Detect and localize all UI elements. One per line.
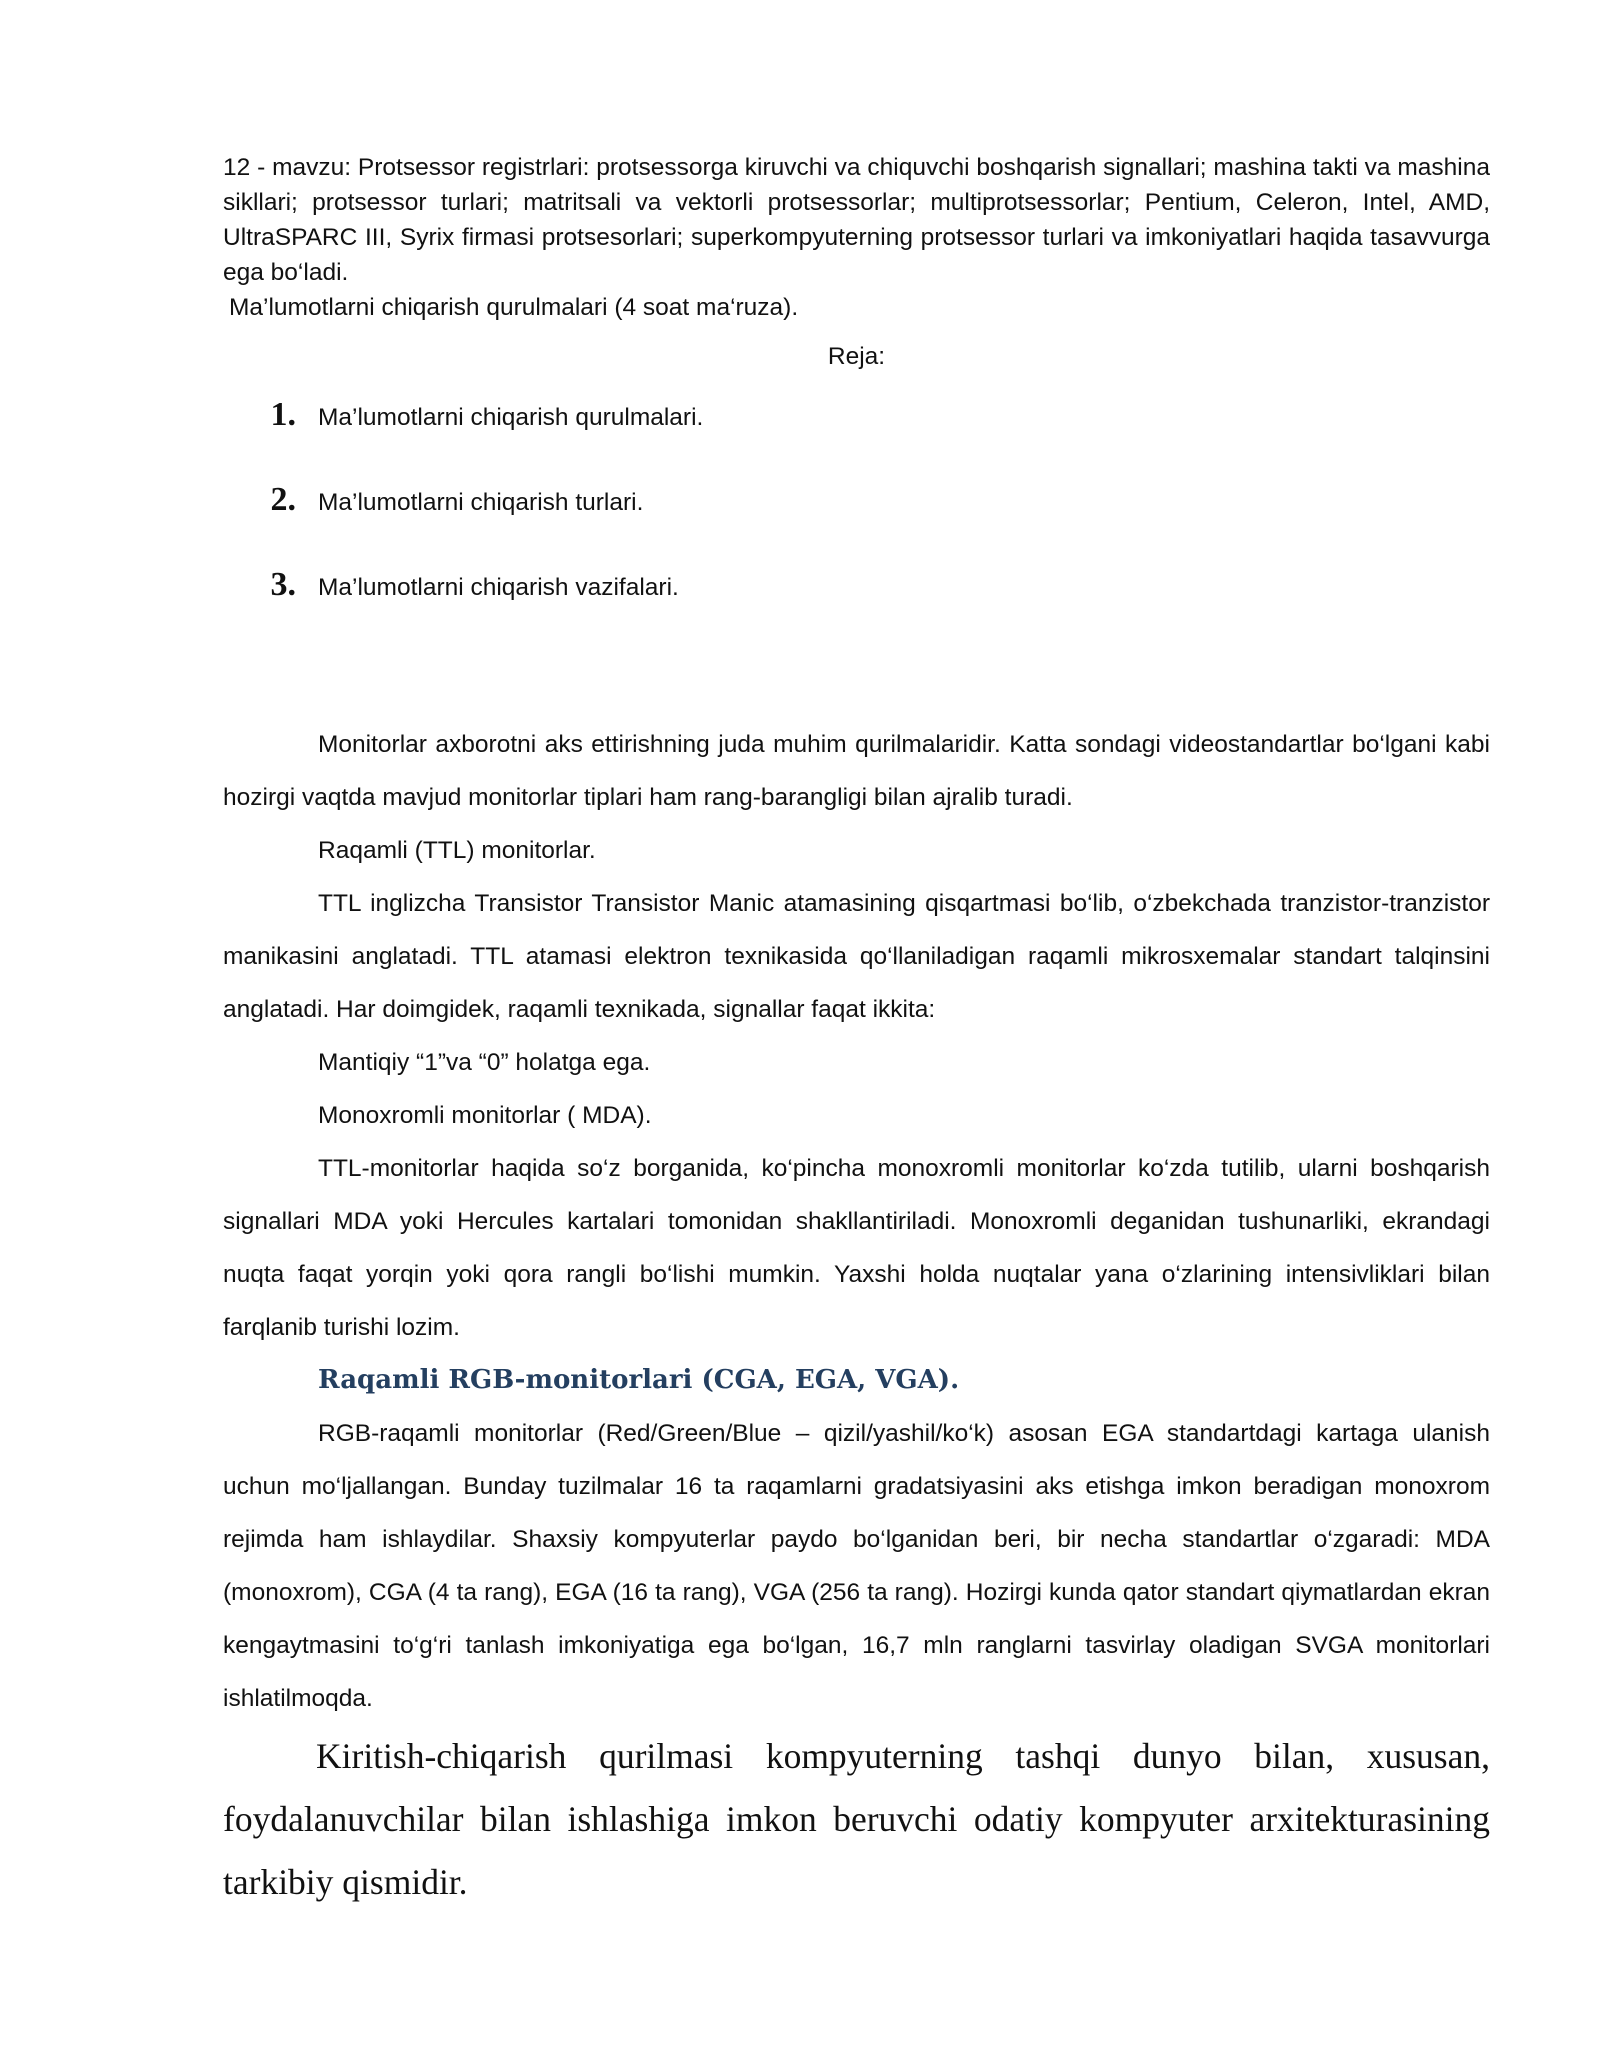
paragraph-io-device: Kiritish-chiqarish qurilmasi kompyuterning tashqi dunyo bilan, xususan, foydalanuvchilar bilan ishlashiga imkon beruvchi odatiy kompyuter arxitekturasining tarkibiy qismidir. [223,1736,1490,1902]
plan-item-text: Ma’lumotlarni chiqarish vazifalari. [318,574,679,601]
document-body [223,718,1490,1914]
plan-item [223,481,1490,566]
plan-item-number: 3. [270,566,296,603]
plan-item-number: 1. [270,396,296,433]
paragraph-mda-title: Monoxromli monitorlar ( MDA). [318,1102,652,1129]
plan-item [223,396,1490,481]
plan-item-number: 2. [270,481,296,518]
paragraph-rgb-monitors: RGB-raqamli monitorlar (Red/Green/Blue – qizil/yashil/ko‘k) asosan EGA standartdagi kartaga ulanish uchun mo‘ljallangan. Bunday tuzilmalar 16 ta raqamlarni gradatsiyasini aks etishga imkon beradigan monoxrom rejimda ham ishlaydilar. Shaxsiy kompyuterlar paydo bo‘lganidan beri, bir necha standartlar o‘zgaradi: MDA (monoxrom), CGA (4 ta rang), EGA (16 ta rang), VGA (256 ta rang). Hozirgi kunda qator standart qiymatlardan ekran kengaytmasini to‘g‘ri tanlash imkoniyatiga ega bo‘lgan, 16,7 mln ranglarni tasvirlay oladigan SVGA monitorlari ishlatilmoqda. [223,1420,1490,1712]
section-heading-rgb: Raqamli RGB-monitorlari (CGA, EGA, VGA). [318,1365,960,1395]
paragraph-logic-states: Mantiqiy “1”va “0” holatga ega. [318,1049,651,1076]
paragraph-monitors: Monitorlar axborotni aks ettirishning juda muhim qurilmalaridir. Katta sondagi videostandartlar bo‘lgani kabi hozirgi vaqtda mavjud monitorlar tiplari ham rang-barangligi bilan ajralib turadi. [223,731,1490,811]
plan-item-text: Ma’lumotlarni chiqarish qurulmalari. [318,404,704,431]
paragraph-ttl-definition: TTL inglizcha Transistor Transistor Manic atamasining qisqartmasi bo‘lib, o‘zbekchada tranzistor-tranzistor manikasini anglatadi. TTL atamasi elektron texnikasida qo‘llaniladigan raqamli mikrosxemalar standart talqinsini anglatadi. Har doimgidek, raqamli texnikada, signallar faqat ikkita: [223,890,1490,1023]
plan-item-text: Ma’lumotlarni chiqarish turlari. [318,489,644,516]
lecture-subtitle: Ma’lumotlarni chiqarish qurulmalari (4 soat ma‘ruza). [229,294,799,321]
topic-intro: 12 - mavzu: Protsessor registrlari: protsessorga kiruvchi va chiquvchi boshqarish signallari; mashina takti va mashina sikllari; protsessor turlari; matritsali va vektorli protsessorlar; multiprotsessorlar; Pentium, Celeron, Intel, AMD, UltraSPARC III, Syrix firmasi protsesorlari; superkompyuterning protsessor turlari va imkoniyatlari haqida tasavvurga ega bo‘ladi. [223,154,1490,286]
document-page [223,150,1490,1914]
plan-item [223,566,1490,651]
plan-title: Reja: [827,343,886,370]
plan-list [223,396,1490,651]
paragraph-ttl-monitors: TTL-monitorlar haqida so‘z borganida, ko‘pincha monoxromli monitorlar ko‘zda tutilib, ularni boshqarish signallari MDA yoki Hercules kartalari tomonidan shakllantiriladi. Monoxromli deganidan tushunarliki, ekrandagi nuqta faqat yorqin yoki qora rangli bo‘lishi mumkin. Yaxshi holda nuqtalar yana o‘zlarining intensivliklari bilan farqlanib turishi lozim. [223,1155,1490,1341]
paragraph-ttl-title: Raqamli (TTL) monitorlar. [318,837,596,864]
